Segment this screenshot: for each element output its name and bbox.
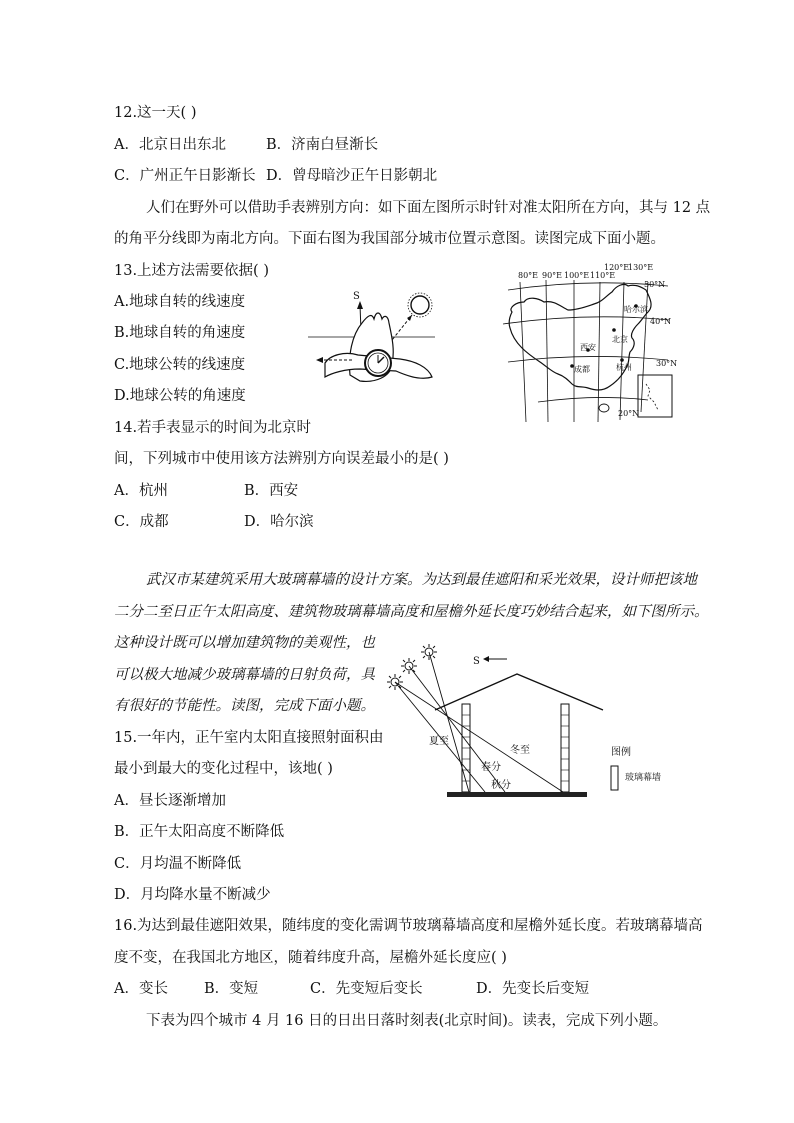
building-s-label: S xyxy=(473,656,480,667)
intro1-line1: 人们在野外可以借助手表辨别方向：如下面左图所示时针对准太阳所在方向，其与 12 点 xyxy=(146,200,711,216)
q14-option-c: C．成都 xyxy=(114,514,169,530)
q15-option-d: D．月均降水量不断减少 xyxy=(114,887,271,903)
q16-stem-line2: 度不变，在我国北方地区，随着纬度升高，屋檐外延长度应( ) xyxy=(114,950,507,966)
q13-option-c: C.地球公转的线速度 xyxy=(114,357,246,373)
q16-option-d: D．先变长后变短 xyxy=(476,981,590,997)
intro2-line2: 二分二至日正午太阳高度、建筑物玻璃幕墙高度和屋檐外延长度巧妙结合起来，如下图所示。 xyxy=(114,604,709,620)
lon-label-110: 110°E xyxy=(590,271,616,280)
q16-option-b: B．变短 xyxy=(204,981,259,997)
building-figure xyxy=(385,640,685,805)
intro1-line2: 的角平分线即为南北方向。下面右图为我国部分城市位置示意图。读图完成下面小题。 xyxy=(114,231,665,247)
intro2-line4: 可以极大地减少玻璃幕墙的日射负荷，具 xyxy=(114,667,375,683)
city-harbin: 哈尔滨 xyxy=(624,305,648,314)
city-beijing: 北京 xyxy=(612,335,628,344)
sun-icon xyxy=(408,293,432,317)
watch-s-label: S xyxy=(353,291,360,302)
label-autumn-equinox: 秋分 xyxy=(491,780,511,791)
legend-title: 图例 xyxy=(611,747,631,758)
q14-option-b: B．西安 xyxy=(244,483,299,499)
q14-option-d: D．哈尔滨 xyxy=(244,514,314,530)
intro2-line5: 有很好的节能性。读图，完成下面小题。 xyxy=(114,698,375,714)
legend-glass-label: 玻璃幕墙 xyxy=(625,773,662,783)
q15-stem-line2: 最小到最大的变化过程中，该地( ) xyxy=(114,761,333,777)
intro2-line1: 武汉市某建筑采用大玻璃幕墙的设计方案。为达到最佳遮阳和采光效果，设计师把该地 xyxy=(146,572,697,588)
q15-option-b: B．正午太阳高度不断降低 xyxy=(114,824,285,840)
label-spring-equinox: 春分 xyxy=(481,762,501,773)
lat-label-30: 30°N xyxy=(656,359,678,368)
watch-icon xyxy=(365,350,391,376)
lon-label-120: 120°E xyxy=(604,263,630,272)
label-summer-solstice: 夏至 xyxy=(429,736,449,747)
q13-option-a: A.地球自转的线速度 xyxy=(114,294,246,310)
q15-option-a: A．昼长逐渐增加 xyxy=(114,793,226,809)
q15-option-c: C．月均温不断降低 xyxy=(114,856,242,872)
q16-stem-line1: 16.为达到最佳遮阳效果，随纬度的变化需调节玻璃幕墙高度和屋檐外延长度。若玻璃幕墙高 xyxy=(114,918,703,934)
lat-label-20: 20°N xyxy=(618,409,640,418)
lon-label-130: 130°E xyxy=(628,263,654,272)
lon-label-80: 80°E xyxy=(518,271,539,280)
label-winter-solstice: 冬至 xyxy=(510,745,530,756)
q12-option-a: A．北京日出东北 xyxy=(114,137,226,153)
lat-label-40: 40°N xyxy=(650,317,672,326)
china-map-figure xyxy=(498,262,678,427)
q13-option-b: B.地球自转的角速度 xyxy=(114,325,246,341)
q12-stem: 12.这一天( ) xyxy=(114,105,197,121)
q14-stem-line1: 14.若手表显示的时间为北京时 xyxy=(114,420,312,436)
q13-option-d: D.地球公转的角速度 xyxy=(114,388,246,404)
lon-label-90: 90°E xyxy=(542,271,563,280)
q12-option-d: D．曾母暗沙正午日影朝北 xyxy=(266,168,438,184)
intro3-line1: 下表为四个城市 4 月 16 日的日出日落时刻表(北京时间)。读表，完成下列小题。 xyxy=(146,1013,668,1029)
legend-glass-swatch xyxy=(611,766,618,790)
lat-label-50: 50°N xyxy=(644,280,666,289)
q14-option-a: A．杭州 xyxy=(114,483,168,499)
city-hangzhou: 杭州 xyxy=(616,363,632,372)
city-chengdu: 成都 xyxy=(574,365,590,374)
q15-stem-line1: 15.一年内，正午室内太阳直接照射面积由 xyxy=(114,730,384,746)
city-xian: 西安 xyxy=(580,343,596,352)
lon-label-100: 100°E xyxy=(564,271,590,280)
watch-figure xyxy=(300,285,450,390)
q14-stem-line2: 间，下列城市中使用该方法辨别方向误差最小的是( ) xyxy=(114,451,449,467)
q13-stem: 13.上述方法需要依据( ) xyxy=(114,263,269,279)
q16-option-a: A．变长 xyxy=(114,981,168,997)
intro2-line3: 这种设计既可以增加建筑物的美观性，也 xyxy=(114,635,375,651)
q16-option-c: C．先变短后变长 xyxy=(310,981,423,997)
q12-option-b: B．济南白昼渐长 xyxy=(266,137,379,153)
q12-option-c: C．广州正午日影渐长 xyxy=(114,168,256,184)
